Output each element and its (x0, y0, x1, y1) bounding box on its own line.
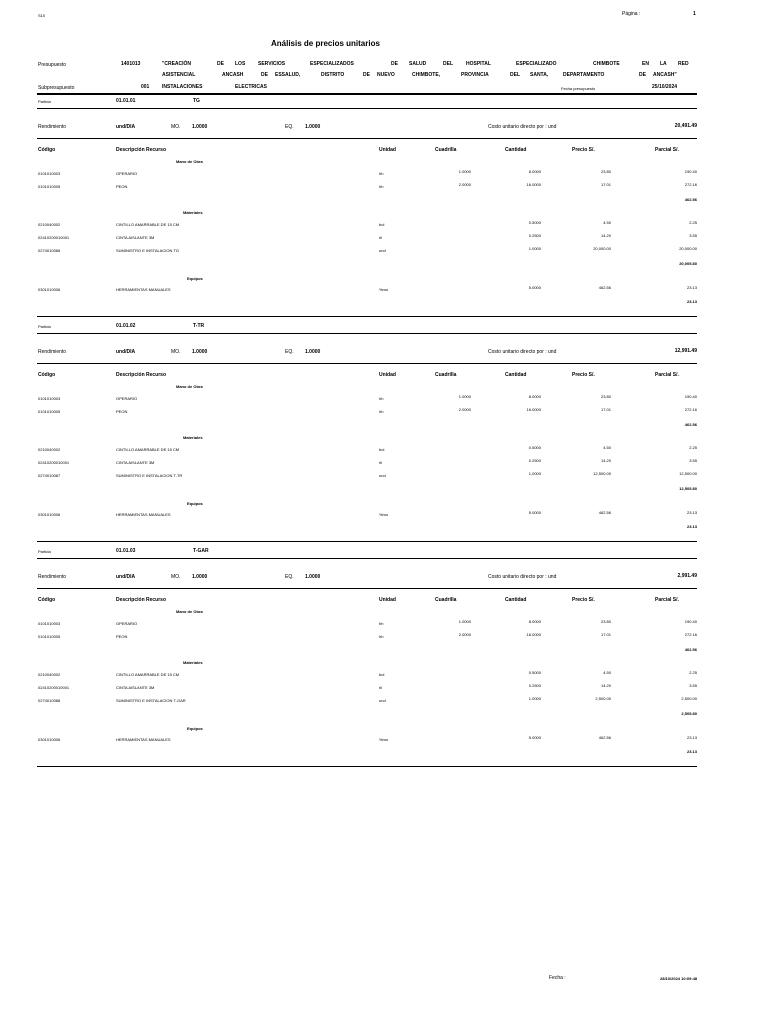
partida-divider (37, 108, 697, 109)
resource-cantidad: 8.0000 (528, 394, 541, 399)
resource-parcial: 3.55 (689, 683, 697, 688)
resource-precio: 23.80 (600, 394, 611, 399)
pagina-label: Página : (622, 11, 641, 17)
rendimiento-unit: und/DIA (116, 124, 136, 130)
resource-codigo: 0301010006 (38, 287, 61, 292)
resource-codigo: 0101010003 (38, 396, 61, 401)
presupuesto-word: DEL (443, 61, 453, 67)
resource-cantidad: 16.0000 (526, 632, 541, 637)
resource-cuadrilla: 2.0000 (458, 182, 471, 187)
header-divider (37, 93, 697, 95)
eq-value: 1.0000 (305, 574, 321, 580)
resource-descripcion: CINTILLO AMARRABLE DE 15 CM (116, 222, 180, 227)
col-header-codigo: Código (38, 147, 56, 153)
resource-parcial: 190.40 (684, 169, 697, 174)
resource-cantidad: 8.0000 (528, 169, 541, 174)
presupuesto-word: CHIMBOTE (593, 61, 620, 67)
presupuesto-word: DE (639, 72, 646, 78)
resource-descripcion: CINTILLO AMARRABLE DE 15 CM (116, 672, 180, 677)
rendimiento-divider (37, 138, 697, 139)
mo-label: MO. (171, 349, 181, 355)
presupuesto-word: ASISTENCIAL (162, 72, 196, 78)
resource-cantidad: 1.0000 (528, 246, 541, 251)
resource-precio: 462.56 (598, 510, 611, 515)
resource-unidad: rll (379, 460, 383, 465)
fecha-presupuesto-value: 25/10/2024 (652, 84, 678, 90)
equipos-total: 23.13 (686, 524, 697, 529)
costo-unitario-total: 2,991.49 (677, 573, 697, 579)
col-header-descripcion: Descripción Recurso (116, 597, 167, 603)
resource-cantidad: 1.0000 (528, 471, 541, 476)
presupuesto-word: NUEVO (377, 72, 395, 78)
resource-descripcion: SUMINISTRO E INSTALACION TG (116, 248, 179, 253)
resource-precio: 17.01 (600, 407, 611, 412)
resource-precio: 14.20 (600, 458, 611, 463)
eq-label: EQ. (285, 349, 294, 355)
resource-cantidad: 8.0000 (528, 619, 541, 624)
resource-precio: 2,500.00 (595, 696, 611, 701)
resource-unidad: und (379, 698, 386, 703)
resource-precio: 462.56 (598, 735, 611, 740)
col-header-descripcion: Descripción Recurso (116, 372, 167, 378)
resource-cantidad: 16.0000 (526, 407, 541, 412)
section-equipos: Equipos (187, 276, 203, 281)
resource-codigo: 0274010088 (38, 698, 61, 703)
col-header-cantidad: Cantidad (505, 147, 527, 153)
section-equipos: Equipos (187, 726, 203, 731)
resource-parcial: 23.13 (686, 510, 697, 515)
col-header-precio: Precio S/. (572, 372, 595, 378)
resource-codigo: 02410200010001 (38, 235, 70, 240)
mano-obra-total: 462.56 (684, 422, 697, 427)
mo-value: 1.0000 (192, 124, 208, 130)
resource-unidad: rll (379, 685, 383, 690)
resource-parcial: 2.25 (689, 445, 697, 450)
presupuesto-word: DISTRITO (321, 72, 345, 78)
col-header-unidad: Unidad (379, 597, 396, 603)
equipos-total: 23.13 (686, 749, 697, 754)
resource-precio: 462.56 (598, 285, 611, 290)
resource-cantidad: 0.2500 (528, 683, 541, 688)
presupuesto-label: Presupuesto (38, 62, 67, 68)
presupuesto-word: LA (660, 61, 667, 67)
resource-parcial: 190.40 (684, 394, 697, 399)
presupuesto-word: ESSALUD, (275, 72, 301, 78)
resource-descripcion: CINTA AISLANTE 3M (116, 460, 155, 465)
resource-descripcion: PEON (116, 184, 128, 189)
presupuesto-word: DE (217, 61, 224, 67)
partida-end-divider (37, 766, 697, 767)
partida-code: 01.01.02 (116, 323, 136, 329)
presupuesto-word: DE (261, 72, 268, 78)
partida-divider (37, 558, 697, 559)
subpresupuesto-code: 001 (141, 84, 150, 90)
resource-unidad: und (379, 473, 386, 478)
presupuesto-word: "CREACIÓN (162, 61, 192, 67)
col-header-descripcion: Descripción Recurso (116, 147, 167, 153)
section-materiales: Materiales (183, 210, 203, 215)
resource-cantidad: 1.0000 (528, 696, 541, 701)
col-header-precio: Precio S/. (572, 597, 595, 603)
resource-precio: 23.80 (600, 619, 611, 624)
rendimiento-label: Rendimiento (38, 349, 67, 355)
col-header-cuadrilla: Cuadrilla (435, 372, 457, 378)
col-header-unidad: Unidad (379, 372, 396, 378)
resource-parcial: 23.13 (686, 735, 697, 740)
resource-codigo: 0210040002 (38, 672, 61, 677)
resource-descripcion: CINTA AISLANTE 3M (116, 685, 155, 690)
resource-unidad: hh (379, 409, 384, 414)
col-header-cuadrilla: Cuadrilla (435, 597, 457, 603)
partida-name: T-GAR (193, 548, 209, 554)
resource-codigo: 0301010006 (38, 512, 61, 517)
resource-precio: 23.80 (600, 169, 611, 174)
presupuesto-word: ANCASH (222, 72, 244, 78)
section-materiales: Materiales (183, 435, 203, 440)
eq-value: 1.0000 (305, 124, 321, 130)
resource-descripcion: CINTA AISLANTE 3M (116, 235, 155, 240)
materiales-total: 20,005.80 (679, 261, 697, 266)
resource-unidad: %mo (379, 737, 389, 742)
section-materiales: Materiales (183, 660, 203, 665)
resource-unidad: und (379, 248, 386, 253)
col-header-precio: Precio S/. (572, 147, 595, 153)
resource-unidad: %mo (379, 512, 389, 517)
mano-obra-total: 462.56 (684, 197, 697, 202)
resource-descripcion: PEON (116, 634, 128, 639)
resource-precio: 14.20 (600, 683, 611, 688)
col-header-cantidad: Cantidad (505, 597, 527, 603)
subpresupuesto-label: Subpresupuesto (38, 85, 75, 91)
s10-label: S10 (38, 13, 46, 18)
footer-fecha-label: Fecha : (549, 975, 566, 981)
resource-parcial: 2,500.00 (681, 696, 697, 701)
resource-cantidad: 0.2500 (528, 233, 541, 238)
col-header-parcial: Parcial S/. (655, 597, 679, 603)
resource-cuadrilla: 1.0000 (458, 394, 471, 399)
resource-descripcion: OPERARIO (116, 171, 138, 176)
rendimiento-label: Rendimiento (38, 574, 67, 580)
resource-parcial: 3.55 (689, 233, 697, 238)
col-header-unidad: Unidad (379, 147, 396, 153)
resource-parcial: 2.25 (689, 220, 697, 225)
page-title: Análisis de precios unitarios (271, 39, 380, 48)
mo-label: MO. (171, 574, 181, 580)
resource-codigo: 02410200010001 (38, 685, 70, 690)
partida-label: Partida (38, 324, 51, 329)
eq-label: EQ. (285, 574, 294, 580)
resource-unidad: bol (379, 447, 385, 452)
eq-label: EQ. (285, 124, 294, 130)
presupuesto-word: EN (642, 61, 649, 67)
presupuesto-word: DEPARTAMENTO (563, 72, 605, 78)
presupuesto-word: RED (678, 61, 689, 67)
resource-cuadrilla: 1.0000 (458, 619, 471, 624)
col-header-codigo: Código (38, 597, 56, 603)
resource-codigo: 02410200010001 (38, 460, 70, 465)
resource-cuadrilla: 2.0000 (458, 632, 471, 637)
resource-unidad: bol (379, 672, 385, 677)
resource-unidad: %mo (379, 287, 389, 292)
resource-descripcion: HERRAMIENTAS MANUALES (116, 287, 171, 292)
rendimiento-divider (37, 363, 697, 364)
resource-descripcion: PEON (116, 409, 128, 414)
presupuesto-word: ANCASH" (653, 72, 677, 78)
partida-code: 01.01.01 (116, 98, 136, 104)
equipos-total: 23.13 (686, 299, 697, 304)
resource-cantidad: 16.0000 (526, 182, 541, 187)
resource-codigo: 0210040002 (38, 447, 61, 452)
resource-parcial: 23.13 (686, 285, 697, 290)
resource-descripcion: OPERARIO (116, 621, 138, 626)
resource-descripcion: CINTILLO AMARRABLE DE 15 CM (116, 447, 180, 452)
subpresupuesto-name-1: INSTALACIONES (162, 84, 203, 90)
presupuesto-word: PROVINCIA (461, 72, 489, 78)
resource-descripcion: OPERARIO (116, 396, 138, 401)
section-mano-de-obra: Mano de Obra (176, 609, 203, 614)
resource-precio: 12,500.00 (593, 471, 611, 476)
partida-code: 01.01.03 (116, 548, 136, 554)
rendimiento-unit: und/DIA (116, 349, 136, 355)
resource-descripcion: SUMINISTRO E INSTALACION T-TR (116, 473, 183, 478)
resource-codigo: 0274010086 (38, 248, 61, 253)
resource-codigo: 0101010003 (38, 621, 61, 626)
resource-codigo: 0274010087 (38, 473, 61, 478)
resource-parcial: 272.16 (684, 632, 697, 637)
resource-cantidad: 0.5000 (528, 670, 541, 675)
col-header-parcial: Parcial S/. (655, 147, 679, 153)
footer-fecha-value: 28/10/2024 10:09:48 (660, 976, 698, 981)
resource-parcial: 272.16 (684, 407, 697, 412)
resource-precio: 14.20 (600, 233, 611, 238)
partida-label: Partida (38, 99, 51, 104)
resource-precio: 4.50 (603, 445, 611, 450)
subpresupuesto-name-2: ELECTRICAS (235, 84, 267, 90)
presupuesto-word: HOSPITAL (466, 61, 491, 67)
col-header-parcial: Parcial S/. (655, 372, 679, 378)
resource-parcial: 12,500.00 (679, 471, 697, 476)
presupuesto-word: DE (363, 72, 370, 78)
mo-value: 1.0000 (192, 349, 208, 355)
fecha-presupuesto-label: Fecha presupuesto (561, 86, 596, 91)
rendimiento-divider (37, 588, 697, 589)
resource-unidad: hh (379, 171, 384, 176)
costo-unitario-total: 20,491.49 (674, 123, 697, 129)
presupuesto-word: LOS (235, 61, 246, 67)
resource-precio: 17.01 (600, 632, 611, 637)
resource-codigo: 0210040002 (38, 222, 61, 227)
costo-unitario-label: Costo unitario directo por : und (488, 349, 557, 355)
mo-label: MO. (171, 124, 181, 130)
resource-cantidad: 0.5000 (528, 220, 541, 225)
rendimiento-label: Rendimiento (38, 124, 67, 130)
presupuesto-word: SANTA, (530, 72, 549, 78)
presupuesto-word: SERVICIOS (258, 61, 286, 67)
resource-cuadrilla: 2.0000 (458, 407, 471, 412)
materiales-total: 2,505.80 (681, 711, 697, 716)
presupuesto-word: ESPECIALIZADOS (310, 61, 354, 67)
resource-parcial: 190.40 (684, 619, 697, 624)
resource-unidad: hh (379, 184, 384, 189)
resource-cantidad: 0.5000 (528, 445, 541, 450)
resource-codigo: 0101010003 (38, 171, 61, 176)
col-header-cantidad: Cantidad (505, 372, 527, 378)
pagina-number: 1 (693, 11, 696, 17)
resource-parcial: 272.16 (684, 182, 697, 187)
section-equipos: Equipos (187, 501, 203, 506)
costo-unitario-total: 12,991.49 (674, 348, 697, 354)
resource-parcial: 3.55 (689, 458, 697, 463)
resource-parcial: 20,000.00 (679, 246, 697, 251)
resource-cantidad: 5.0000 (528, 510, 541, 515)
partida-name: T-TR (193, 323, 205, 329)
resource-codigo: 0101010005 (38, 409, 61, 414)
presupuesto-code: 1401013 (121, 61, 141, 67)
mano-obra-total: 462.56 (684, 647, 697, 652)
resource-codigo: 0301010006 (38, 737, 61, 742)
partida-end-divider (37, 541, 697, 542)
section-mano-de-obra: Mano de Obra (176, 384, 203, 389)
presupuesto-word: DEL (510, 72, 520, 78)
partida-end-divider (37, 316, 697, 317)
mo-value: 1.0000 (192, 574, 208, 580)
presupuesto-word: DE (391, 61, 398, 67)
resource-parcial: 2.25 (689, 670, 697, 675)
presupuesto-word: CHIMBOTE, (412, 72, 441, 78)
materiales-total: 12,505.80 (679, 486, 697, 491)
partida-label: Partida (38, 549, 51, 554)
presupuesto-word: ESPECIALIZADO (516, 61, 557, 67)
resource-unidad: hh (379, 396, 384, 401)
section-mano-de-obra: Mano de Obra (176, 159, 203, 164)
resource-cantidad: 0.2500 (528, 458, 541, 463)
partida-name: TG (193, 98, 200, 104)
partida-divider (37, 333, 697, 334)
costo-unitario-label: Costo unitario directo por : und (488, 124, 557, 130)
resource-unidad: hh (379, 634, 384, 639)
resource-unidad: bol (379, 222, 385, 227)
resource-codigo: 0101010005 (38, 184, 61, 189)
presupuesto-word: SALUD (409, 61, 427, 67)
col-header-cuadrilla: Cuadrilla (435, 147, 457, 153)
resource-precio: 20,000.00 (593, 246, 611, 251)
eq-value: 1.0000 (305, 349, 321, 355)
resource-descripcion: HERRAMIENTAS MANUALES (116, 737, 171, 742)
resource-cantidad: 5.0000 (528, 285, 541, 290)
resource-precio: 4.50 (603, 220, 611, 225)
resource-cantidad: 5.0000 (528, 735, 541, 740)
col-header-codigo: Código (38, 372, 56, 378)
rendimiento-unit: und/DIA (116, 574, 136, 580)
resource-precio: 4.50 (603, 670, 611, 675)
costo-unitario-label: Costo unitario directo por : und (488, 574, 557, 580)
resource-codigo: 0101010005 (38, 634, 61, 639)
resource-precio: 17.01 (600, 182, 611, 187)
resource-unidad: hh (379, 621, 384, 626)
resource-descripcion: SUMINISTRO E INSTALACION T-GAR (116, 698, 186, 703)
resource-unidad: rll (379, 235, 383, 240)
resource-cuadrilla: 1.0000 (458, 169, 471, 174)
resource-descripcion: HERRAMIENTAS MANUALES (116, 512, 171, 517)
